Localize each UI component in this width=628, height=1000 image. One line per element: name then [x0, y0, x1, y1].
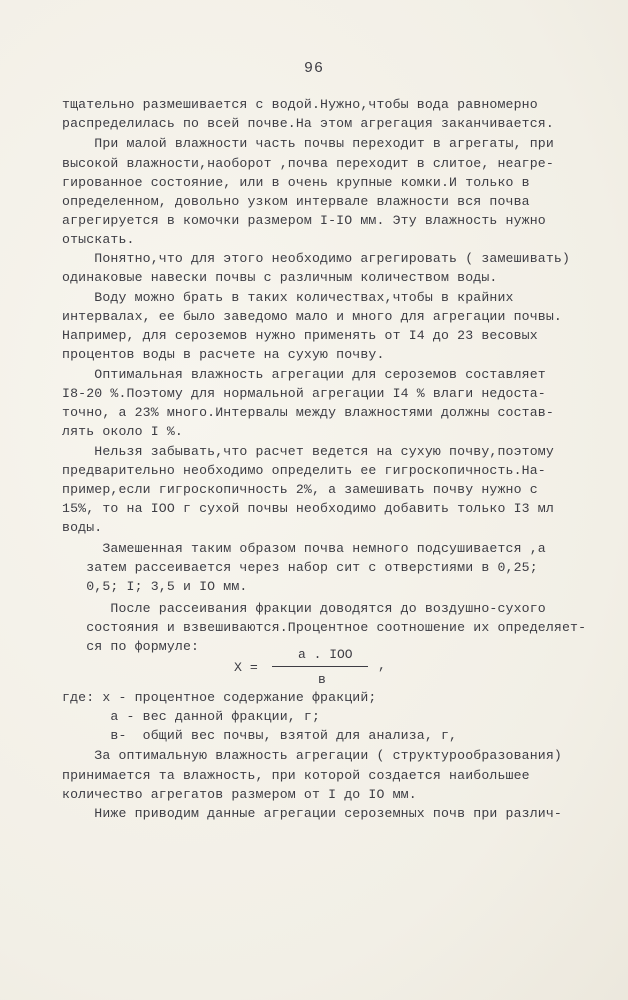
text-line: Замешенная таким образом почва немного подсушивается ,а [62, 541, 546, 556]
text-line: Например, для сероземов нужно применять от I4 до 23 весовых [62, 328, 538, 343]
text-line: где: х - процентное содержание фракций; [62, 690, 377, 705]
text-line: отыскать. [62, 232, 135, 247]
text-line: I8-20 %.Поэтому для нормальной агрегации I4 % влаги недоста- [62, 386, 546, 401]
text-line: а - вес данной фракции, г; [62, 709, 321, 724]
formula-denominator: в [318, 672, 326, 687]
text-line: принимается та влажность, при которой создается наибольшее [62, 768, 530, 783]
text-line: в- общий вес почвы, взятой для анализа, г, [62, 728, 458, 743]
text-line: Оптимальная влажность агрегации для сероземов составляет [62, 367, 546, 382]
text-line: лять около I %. [62, 424, 183, 439]
text-line: высокой влажности,наоборот ,почва переходит в слитое, неагре- [62, 156, 554, 171]
text-line: одинаковые навески почвы с различным количеством воды. [62, 270, 498, 285]
text-line: пример,если гигроскопичность 2%, а замешивать почву нужно с [62, 482, 538, 497]
text-line: При малой влажности часть почвы переходит в агрегаты, при [62, 136, 554, 151]
text-line: После рассеивания фракции доводятся до воздушно-сухого [62, 601, 546, 616]
text-line: Понятно,что для этого необходимо агрегировать ( замешивать) [62, 251, 571, 266]
text-line: Ниже приводим данные агрегации сероземных почв при различ- [62, 806, 562, 821]
text-line: Воду можно брать в таких количествах,чтобы в крайних [62, 290, 514, 305]
text-line: количество агрегатов размером от I до IO мм. [62, 787, 417, 802]
text-line: За оптимальную влажность агрегации ( структурообразования) [62, 748, 562, 763]
text-line: воды. [62, 520, 103, 535]
text-line: 15%, то на IOO г сухой почвы необходимо добавить только I3 мл [62, 501, 554, 516]
text-line: определенном, довольно узком интервале влажности вся почва [62, 194, 530, 209]
text-line: ся по формуле: [62, 639, 200, 654]
fraction-bar [272, 666, 368, 667]
text-line: Нельзя забывать,что расчет ведется на сухую почву,поэтому [62, 444, 554, 459]
formula-lhs: X = [234, 660, 258, 675]
text-line: тщательно размешивается с водой.Нужно,чтобы вода равномерно [62, 97, 538, 112]
text-line: агрегируется в комочки размером I-IO мм. Эту влажность нужно [62, 213, 546, 228]
text-line: гированное состояние, или в очень крупные комки.И только в [62, 175, 530, 190]
text-line: точно, а 23% много.Интервалы между влажностями должны состав- [62, 405, 554, 420]
text-line: состояния и взвешиваются.Процентное соотношение их определяет- [62, 620, 587, 635]
page-number: 96 [303, 60, 324, 77]
text-line: затем рассеивается через набор сит с отверстиями в 0,25; [62, 560, 538, 575]
formula-numerator: а . IOO [298, 647, 353, 662]
text-line: 0,5; I; 3,5 и IO мм. [62, 579, 248, 594]
text-line: интервалах, ее было заведомо мало и много для агрегации почвы. [62, 309, 562, 324]
text-line: предварительно необходимо определить ее гигроскопичность.На- [62, 463, 546, 478]
text-line: распределилась по всей почве.На этом агрегация заканчивается. [62, 116, 554, 131]
formula-trailing: , [378, 658, 386, 673]
text-line: процентов воды в расчете на сухую почву. [62, 347, 385, 362]
